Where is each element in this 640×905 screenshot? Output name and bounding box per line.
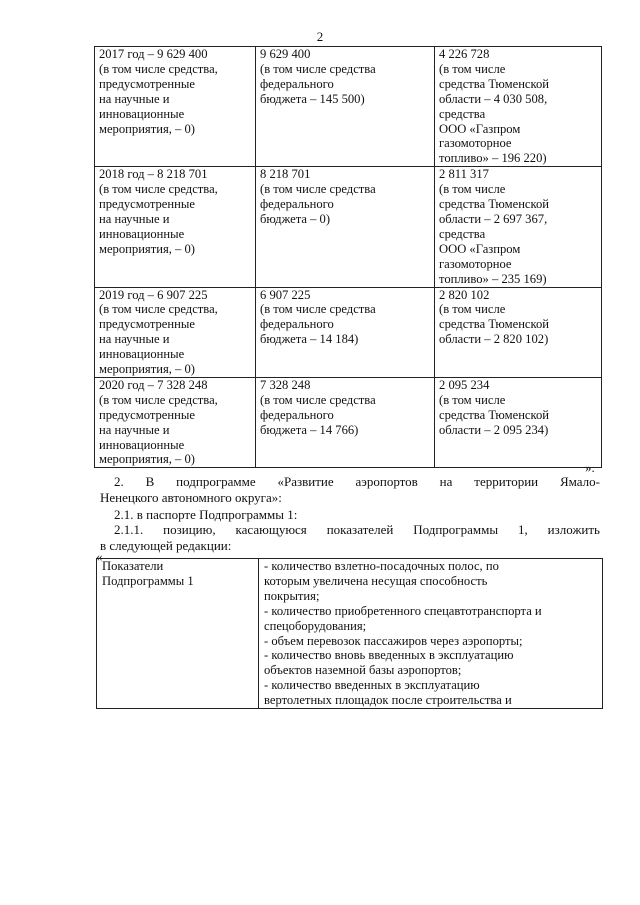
cell-text-line: ООО «Газпром — [439, 121, 521, 136]
cell-text-line: (в том числе — [439, 182, 506, 197]
indicators-label-cell — [97, 559, 259, 709]
cell-text-line: области – 4 030 508, — [439, 91, 548, 106]
cell-text-line: на научные и — [99, 332, 170, 347]
cell-text-line: предусмотренные — [99, 317, 195, 332]
indicator-item-line: - объем перевозок пассажиров через аэропорты; — [264, 633, 523, 648]
cell-text-line: 2 820 102 — [439, 287, 490, 302]
cell-text-line: 7 328 248 — [260, 377, 311, 392]
cell-text-line: федерального — [260, 76, 334, 91]
cell-text-line: федерального — [260, 407, 334, 422]
paragraph-2-line-1: 2. В подпрограмме «Развитие аэропортов на территории Ямало- — [114, 474, 600, 489]
cell-text-line: инновационные — [99, 347, 185, 362]
cell-text-line: федерального — [260, 197, 334, 212]
cell-text-line: 9 629 400 — [260, 47, 311, 61]
finance-table — [94, 46, 602, 468]
cell-text-line: области – 2 697 367, — [439, 211, 548, 226]
cell-text-line: средства Тюменской — [439, 76, 550, 91]
cell-text-line: 4 226 728 — [439, 47, 490, 61]
cell-text-line: (в том числе средства — [260, 61, 376, 76]
cell-text-line: (в том числе средства, — [99, 302, 218, 317]
finance-federal-cell — [256, 167, 435, 287]
indicator-item-line: спецоборудования; — [264, 618, 367, 633]
finance-total-cell — [95, 167, 256, 287]
cell-text-line: 2 811 317 — [439, 167, 489, 182]
finance-total-cell — [95, 377, 256, 467]
paragraph-2-1-1-line-1: 2.1.1. позицию, касающуюся показателей Подпрограммы 1, изложить — [114, 522, 600, 537]
cell-text-line: средства — [439, 226, 486, 241]
cell-text-line: газомоторное — [439, 256, 512, 271]
cell-text-line: средства — [439, 106, 486, 121]
cell-text-line: 6 907 225 — [260, 287, 311, 302]
cell-text-line: (в том числе средства — [260, 182, 376, 197]
cell-text-line: 2 095 234 — [439, 377, 490, 392]
cell-text-line: топливо» – 196 220) — [439, 151, 547, 166]
paragraph-2-line-2: Ненецкого автономного округа»: — [100, 490, 282, 505]
cell-text-line: мероприятия, – 0) — [99, 362, 195, 377]
finance-other-cell — [435, 47, 602, 167]
cell-text-line: 2018 год – 8 218 701 — [99, 167, 208, 182]
finance-other-cell — [435, 167, 602, 287]
cell-text-line: (в том числе средства — [260, 302, 376, 317]
indicator-item-line: - количество приобретенного спецавтотранспорта и — [264, 603, 542, 618]
cell-text-line: мероприятия, – 0) — [99, 121, 195, 136]
paragraph-2-1: 2.1. в паспорте Подпрограммы 1: — [114, 507, 298, 522]
finance-other-cell — [435, 287, 602, 377]
cell-text-line: 2020 год – 7 328 248 — [99, 377, 208, 392]
finance-row — [95, 377, 602, 467]
cell-text-line: 8 218 701 — [260, 167, 311, 182]
opening-quote: « — [96, 549, 103, 564]
cell-text-line: на научные и — [99, 422, 170, 437]
finance-row — [95, 287, 602, 377]
cell-text-line: (в том числе средства, — [99, 61, 218, 76]
finance-federal-cell — [256, 377, 435, 467]
indicator-item-line: объектов наземной базы аэропортов; — [264, 663, 462, 678]
finance-federal-cell — [256, 47, 435, 167]
indicator-item-line: - количество введенных в эксплуатацию — [264, 678, 480, 693]
cell-text-line: предусмотренные — [99, 76, 195, 91]
finance-total-cell — [95, 47, 256, 167]
cell-text-line: инновационные — [99, 437, 185, 452]
cell-text-line: (в том числе — [439, 61, 506, 76]
indicators-label-line: Подпрограммы 1 — [102, 573, 194, 588]
cell-text-line: на научные и — [99, 211, 170, 226]
cell-text-line: бюджета – 145 500) — [260, 91, 365, 106]
cell-text-line: 2017 год – 9 629 400 — [99, 47, 208, 61]
cell-text-line: (в том числе средства, — [99, 182, 218, 197]
cell-text-line: (в том числе — [439, 392, 506, 407]
cell-text-line: средства Тюменской — [439, 317, 550, 332]
finance-other-cell — [435, 377, 602, 467]
cell-text-line: области – 2 820 102) — [439, 332, 549, 347]
indicator-item-line: которым увеличена несущая способность — [264, 573, 488, 588]
indicator-item-line: вертолетных площадок после строительства и — [264, 693, 512, 708]
cell-text-line: на научные и — [99, 91, 170, 106]
cell-text-line: 2019 год – 6 907 225 — [99, 287, 208, 302]
indicators-label-line: Показатели — [102, 559, 164, 573]
cell-text-line: газомоторное — [439, 136, 512, 151]
cell-text-line: мероприятия, – 0) — [99, 452, 195, 467]
cell-text-line: топливо» – 235 169) — [439, 271, 547, 286]
cell-text-line: бюджета – 14 184) — [260, 332, 359, 347]
indicators-row — [97, 559, 603, 709]
cell-text-line: области – 2 095 234) — [439, 422, 549, 437]
cell-text-line: (в том числе средства, — [99, 392, 218, 407]
cell-text-line: бюджета – 14 766) — [260, 422, 359, 437]
cell-text-line: бюджета – 0) — [260, 211, 331, 226]
indicator-item-line: - количество взлетно-посадочных полос, по — [264, 559, 499, 573]
cell-text-line: инновационные — [99, 106, 185, 121]
paragraph-2-1-1-line-2: в следующей редакции: — [100, 538, 232, 553]
page-number: 2 — [316, 29, 324, 44]
cell-text-line: предусмотренные — [99, 197, 195, 212]
cell-text-line: (в том числе средства — [260, 392, 376, 407]
indicator-item-line: покрытия; — [264, 588, 320, 603]
cell-text-line: мероприятия, – 0) — [99, 241, 195, 256]
finance-total-cell — [95, 287, 256, 377]
indicator-item-line: - количество вновь введенных в эксплуатацию — [264, 648, 514, 663]
cell-text-line: инновационные — [99, 226, 185, 241]
cell-text-line: средства Тюменской — [439, 197, 550, 212]
cell-text-line: средства Тюменской — [439, 407, 550, 422]
indicators-list-cell — [259, 559, 603, 709]
finance-row — [95, 167, 602, 287]
finance-federal-cell — [256, 287, 435, 377]
finance-row — [95, 47, 602, 167]
closing-quote: ». — [585, 460, 595, 475]
cell-text-line: предусмотренные — [99, 407, 195, 422]
cell-text-line: федерального — [260, 317, 334, 332]
cell-text-line: ООО «Газпром — [439, 241, 521, 256]
cell-text-line: (в том числе — [439, 302, 506, 317]
indicators-table — [96, 558, 603, 709]
